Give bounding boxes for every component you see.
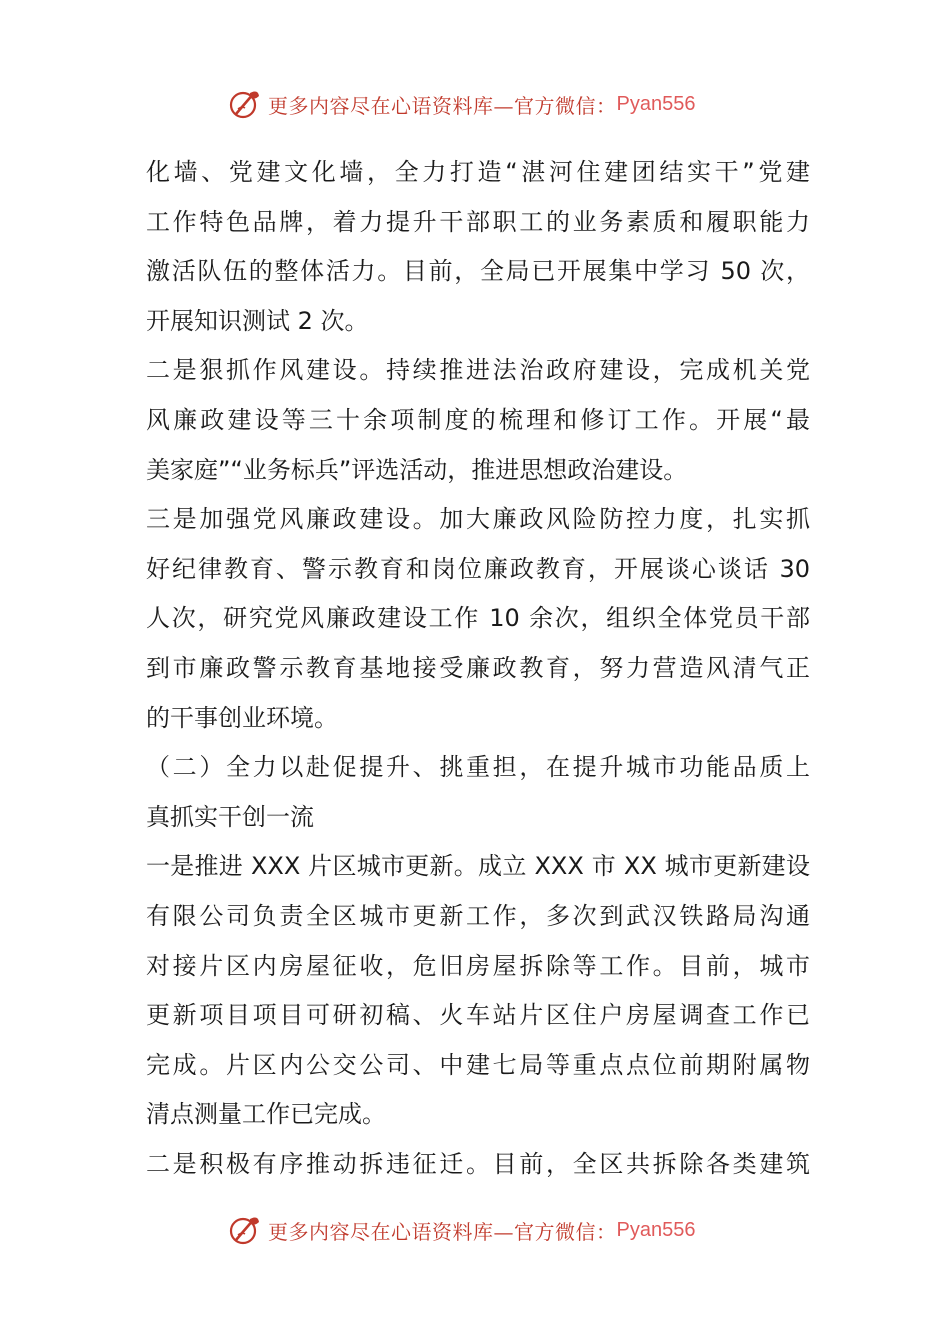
banner-wechat-handle: Pyan556 xyxy=(616,1218,696,1241)
text-line: 更新项目项目可研初稿、火车站片区住户房屋调查工作已 xyxy=(146,1001,810,1030)
header-watermark-banner xyxy=(228,84,728,124)
banner-wechat-handle: Pyan556 xyxy=(616,92,696,115)
banner-text: 更多内容尽在心语资料库—官方微信： xyxy=(268,93,617,118)
text-line: （二）全力以赴促提升、挑重担，在提升城市功能品质上 xyxy=(146,753,810,782)
text-line: 风廉政建设等三十余项制度的梳理和修订工作。开展“最 xyxy=(146,405,810,434)
text-line: 美家庭”“业务标兵”评选活动，推进思想政治建设。 xyxy=(146,455,688,484)
text-line: 到市廉政警示教育基地接受廉政教育，努力营造风清气正 xyxy=(146,653,810,682)
text-line: 真抓实干创一流 xyxy=(146,802,314,831)
text-line: 对接片区内房屋征收，危旧房屋拆除等工作。目前，城市 xyxy=(146,951,810,980)
banner-text: 更多内容尽在心语资料库—官方微信： xyxy=(268,1219,617,1244)
text-line: 完成。片区内公交公司、中建七局等重点点位前期附属物 xyxy=(146,1050,810,1079)
text-line: 二是狠抓作风建设。持续推进法治政府建设，完成机关党 xyxy=(146,356,810,385)
text-line: 的干事创业环境。 xyxy=(146,703,338,732)
text-line: 一是推进 XXX 片区城市更新。成立 XXX 市 XX 城市更新建设 xyxy=(146,852,810,881)
text-line: 三是加强党风廉政建设。加大廉政风险防控力度，扎实抓 xyxy=(146,505,810,534)
text-line: 工作特色品牌，着力提升干部职工的业务素质和履职能力 xyxy=(146,207,810,236)
text-line: 二是积极有序推动拆违征迁。目前，全区共拆除各类建筑 xyxy=(146,1149,810,1178)
body-text xyxy=(146,148,810,1189)
text-line: 清点测量工作已完成。 xyxy=(146,1100,386,1129)
footer-watermark-banner xyxy=(228,1210,728,1250)
text-line: 激活队伍的整体活力。目前，全局已开展集中学习 50 次， xyxy=(146,257,810,286)
text-line: 人次，研究党风廉政建设工作 10 余次，组织全体党员干部 xyxy=(146,604,810,633)
text-line: 化墙、党建文化墙，全力打造“湛河住建团结实干”党建 xyxy=(146,158,810,186)
quill-seal-icon xyxy=(228,87,262,121)
text-line: 开展知识测试 2 次。 xyxy=(146,306,369,335)
text-line: 有限公司负责全区城市更新工作，多次到武汉铁路局沟通 xyxy=(146,901,810,930)
quill-seal-icon xyxy=(228,1213,262,1247)
text-line: 好纪律教育、警示教育和岗位廉政教育，开展谈心谈话 30 xyxy=(146,554,810,583)
